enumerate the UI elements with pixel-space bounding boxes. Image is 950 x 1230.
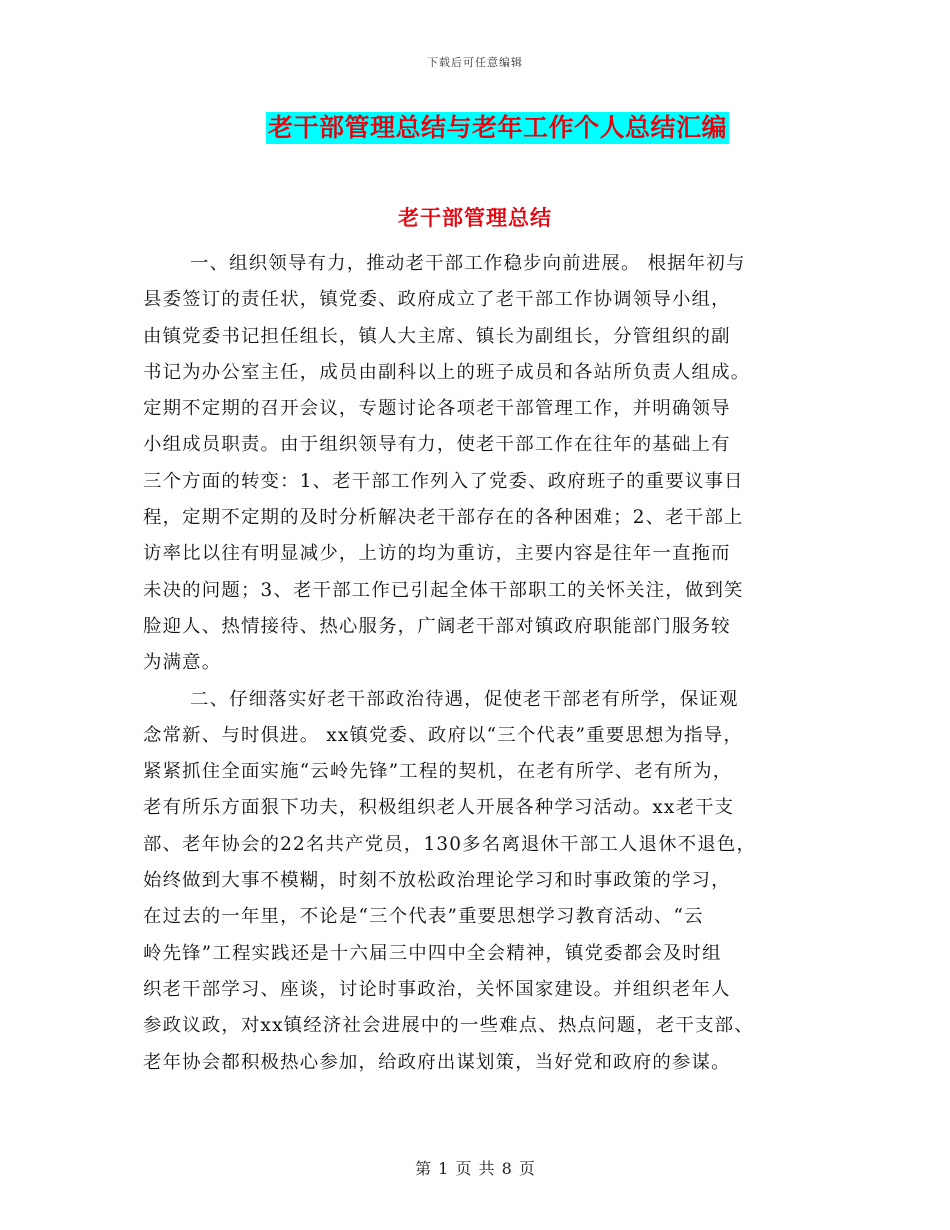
text-line: 念常新、与时俱进。 xx镇党委、政府以“三个代表”重要思想为指导， [143,724,743,746]
text-line: 一、组织领导有力，推动老干部工作稳步向前进展。 根据年初与 [190,253,746,274]
text-line: 老年协会都积极热心参加，给政府出谋划策，当好党和政府的参谋。 [143,1051,731,1073]
text-line: 在过去的一年里，不论是“三个代表”重要思想学习教育活动、“云 [143,906,704,928]
document-title [0,112,950,144]
text-line: 织老干部学习、座谈，讨论时事政治，关怀国家建设。并组织老年人 [143,978,731,1000]
page-header: 下载后可任意编辑 [427,56,523,69]
text-line: 由镇党委书记担任组长，镇人大主席、镇长为副组长，分管组织的副 [143,325,731,347]
page-footer: 第 1 页 共 8 页 [415,1159,535,1178]
text-line: 脸迎人、热情接待、热心服务，广阔老干部对镇政府职能部门服务较 [143,615,731,637]
section-title: 老干部管理总结 [398,205,552,230]
text-line: 参政议政，对xx镇经济社会进展中的一些难点、热点问题，老干支部、 [143,1015,754,1037]
document-title-text: 老干部管理总结与老年工作个人总结汇编 [267,113,727,142]
text-line: 二、仔细落实好老干部政治待遇，促使老干部老有所学，保证观 [190,688,739,710]
text-line: 紧紧抓住全面实施“云岭先锋”工程的契机，在老有所学、老有所为， [143,761,733,783]
text-line: 未决的问题；3、老干部工作已引起全体干部职工的关怀关注，做到笑 [143,579,744,601]
text-line: 小组成员职责。由于组织领导有力，使老干部工作在往年的基础上有 [143,434,731,456]
text-line: 县委签订的责任状，镇党委、政府成立了老干部工作协调领导小组， [143,289,731,311]
text-line: 老有所乐方面狠下功夫，积极组织老人开展各种学习活动。xx老干支 [143,797,735,819]
text-line: 访率比以往有明显减少，上访的均为重访，主要内容是往年一直拖而 [143,543,731,565]
body-text [143,246,823,1081]
text-line: 书记为办公室主任，成员由副科以上的班子成员和各站所负责人组成。 [143,361,751,383]
text-line: 岭先锋”工程实践还是十六届三中四中全会精神，镇党委都会及时组 [143,942,722,964]
text-line: 始终做到大事不模糊，时刻不放松政治理论学习和时事政策的学习， [143,870,731,892]
text-line: 部、老年协会的22名共产党员，130多名离退休干部工人退休不退色， [143,833,757,855]
text-line: 程，定期不定期的及时分析解决老干部存在的各种困难；2、老干部上 [143,507,744,529]
text-line: 三个方面的转变：1、老干部工作列入了党委、政府班子的重要议事日 [143,470,744,492]
text-line: 为满意。 [143,652,222,674]
text-line: 定期不定期的召开会议，专题讨论各项老干部管理工作，并明确领导 [143,398,731,420]
